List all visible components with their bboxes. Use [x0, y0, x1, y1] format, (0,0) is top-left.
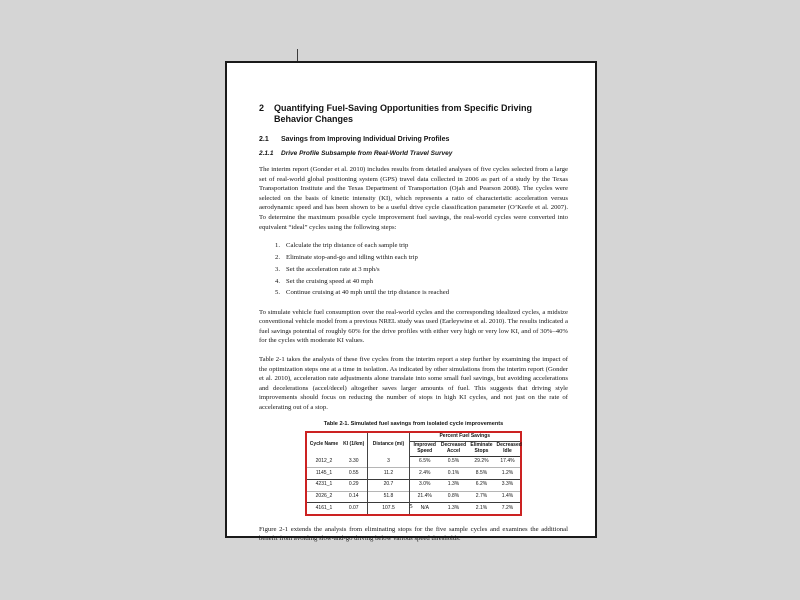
col-header-distance: Distance (mi)	[367, 432, 409, 456]
page-number: 5	[409, 503, 413, 510]
cell-cycle-name: 4231_1	[315, 481, 333, 488]
cell-eliminate-stops: 2.7%	[475, 493, 488, 500]
cell-cycle-name: 1145_1	[315, 469, 333, 476]
cell-cycle-name: 4161_1	[315, 504, 333, 511]
cell-cycle-name: 2026_2	[315, 493, 333, 500]
list-item	[275, 241, 568, 250]
table-row	[306, 491, 520, 503]
table-header-row	[306, 432, 520, 441]
cell-ki: 0.29	[340, 480, 367, 492]
col-header-improved-speed: Improved Speed	[409, 442, 439, 457]
list-item-number: 5.	[275, 289, 281, 297]
list-item-number: 2.	[275, 253, 281, 261]
table-row	[306, 480, 520, 492]
list-item-text: Continue cruising at 40 mph until the trip distance is reached	[286, 289, 450, 297]
list-item-text: Calculate the trip distance of each sample trip	[286, 242, 409, 250]
cell-decreased-idle: 3.3%	[501, 481, 514, 488]
list-item	[275, 288, 568, 297]
col-header-ki: KI (1/km)	[340, 432, 367, 456]
list-item-text: Set the cruising speed at 40 mph	[286, 277, 373, 285]
page-content	[259, 103, 568, 553]
cell-improved-speed: 6.5%	[419, 458, 431, 465]
cell-decreased-accel: 1.3%	[447, 504, 460, 511]
document-page	[225, 61, 597, 543]
section-heading	[259, 103, 568, 125]
cell-eliminate-stops: 6.2%	[475, 481, 488, 488]
col-header-decreased-idle: Decreased Idle	[495, 442, 520, 457]
list-item-number: 1.	[275, 242, 281, 250]
list-item-text: Eliminate stop-and-go and idling within each trip	[286, 253, 418, 261]
cell-cycle-name: 2012_2	[315, 458, 333, 465]
cell-eliminate-stops: 8.5%	[475, 469, 488, 476]
cell-decreased-accel: 0.1%	[447, 469, 460, 476]
list-item	[275, 277, 568, 286]
cell-distance: 107.5	[367, 503, 409, 515]
cell-improved-speed: N/A	[420, 504, 429, 511]
paragraph-table-discussion: Table 2-1 takes the analysis of these five cycles from the interim report a step further by examining the impact of the optimization steps one at a time in isolation. As indicated by other simulations from the interim report (Gonder et al. 2010), acceleration rate adjustments alone translate into some small fuel savings, but avoiding accelerations and decelerations (accel/decel) altogether saves larger amounts of fuel. This suggests that driving style improvements should focus on reducing the number of stops in high KI cycles, and not just on the rate of accelerating out of a stop.	[259, 355, 568, 411]
cell-improved-speed: 2.4%	[419, 469, 431, 476]
table-row	[306, 456, 520, 468]
ideal-cycle-steps-list	[259, 241, 568, 297]
list-item	[275, 253, 568, 262]
cell-decreased-idle: 1.2%	[501, 469, 514, 476]
subsubsection-heading	[259, 150, 568, 158]
subsection-number: 2.1	[259, 136, 269, 143]
col-group-header-percent-fuel-savings: Percent Fuel Savings	[409, 432, 520, 441]
cell-eliminate-stops: 29.2%	[474, 458, 489, 465]
cell-distance: 20.7	[367, 480, 409, 492]
cell-ki: 0.07	[340, 503, 367, 515]
subsubsection-title: Drive Profile Subsample from Real-World Travel Survey	[281, 150, 453, 157]
cell-ki: 0.55	[340, 468, 367, 480]
subsubsection-number: 2.1.1	[259, 150, 274, 157]
table-caption: Table 2-1. Simulated fuel savings from isolated cycle improvements	[323, 421, 504, 428]
cell-ki: 3.30	[340, 456, 367, 468]
cell-ki: 0.14	[340, 491, 367, 503]
paragraph-figure-reference: Figure 2-1 extends the analysis from eliminating stops for the five sample cycles and examines the additional benefit from avoiding slow-and-go driving below various speed thresholds.	[259, 525, 568, 543]
cell-decreased-accel: 0.8%	[447, 493, 460, 500]
col-header-eliminate-stops: Eliminate Stops	[467, 442, 495, 457]
cell-distance: 51.8	[367, 491, 409, 503]
cell-decreased-idle: 7.2%	[501, 504, 514, 511]
cell-distance: 3	[367, 456, 409, 468]
list-item	[275, 265, 568, 274]
cell-improved-speed: 3.0%	[419, 481, 431, 488]
cell-distance: 11.2	[367, 468, 409, 480]
paragraph-simulation-results: To simulate vehicle fuel consumption over the real-world cycles and the corresponding idealized cycles, a midsize conventional vehicle model from a previous NREL study was used (Earleywine et al. 2010). The results indicated a fuel savings potential of roughly 60% for the drive profiles with either very high or very low KI, and of 30%–40% for the cycles with moderate KI values.	[259, 308, 568, 345]
paragraph-intro: The interim report (Gonder et al. 2010) includes results from detailed analyses of five cycles selected from a large set of real-world global positioning system (GPS) travel data collected in 2006 as part of a study by the Texas Transportation Institute and the Texas Department of Transportation (Ojah and Pearson 2008). The cycles were selected on the basis of kinetic intensity (KI), which represents a ratio of characteristic acceleration versus aerodynamic speed and has been shown to be a useful drive cycle classification parameter (O’Keefe et al. 2007). To determine the maximum possible cycle improvement fuel savings, the real-world cycles were converted into equivalent “ideal” cycles using the following steps:	[259, 166, 568, 231]
section-title: Quantifying Fuel-Saving Opportunities from Specific Driving Behavior Changes	[274, 103, 533, 124]
cell-decreased-accel: 1.3%	[447, 481, 460, 488]
cell-improved-speed: 21.4%	[417, 493, 432, 500]
col-header-cycle-name: Cycle Name	[309, 441, 339, 448]
list-item-number: 3.	[275, 265, 281, 273]
list-item-text: Set the acceleration rate at 3 mph/s	[286, 265, 380, 273]
cell-decreased-idle: 1.4%	[501, 493, 514, 500]
list-item-number: 4.	[275, 277, 281, 285]
subsection-heading	[259, 136, 568, 144]
section-number: 2	[259, 103, 265, 113]
cell-decreased-accel: 0.5%	[447, 458, 460, 465]
table-row	[306, 468, 520, 480]
col-header-decreased-accel: Decreased Accel	[439, 442, 467, 457]
cell-eliminate-stops: 2.1%	[475, 504, 488, 511]
subsection-title: Savings from Improving Individual Driving Profiles	[281, 136, 450, 143]
cell-decreased-idle: 17.4%	[500, 458, 515, 465]
